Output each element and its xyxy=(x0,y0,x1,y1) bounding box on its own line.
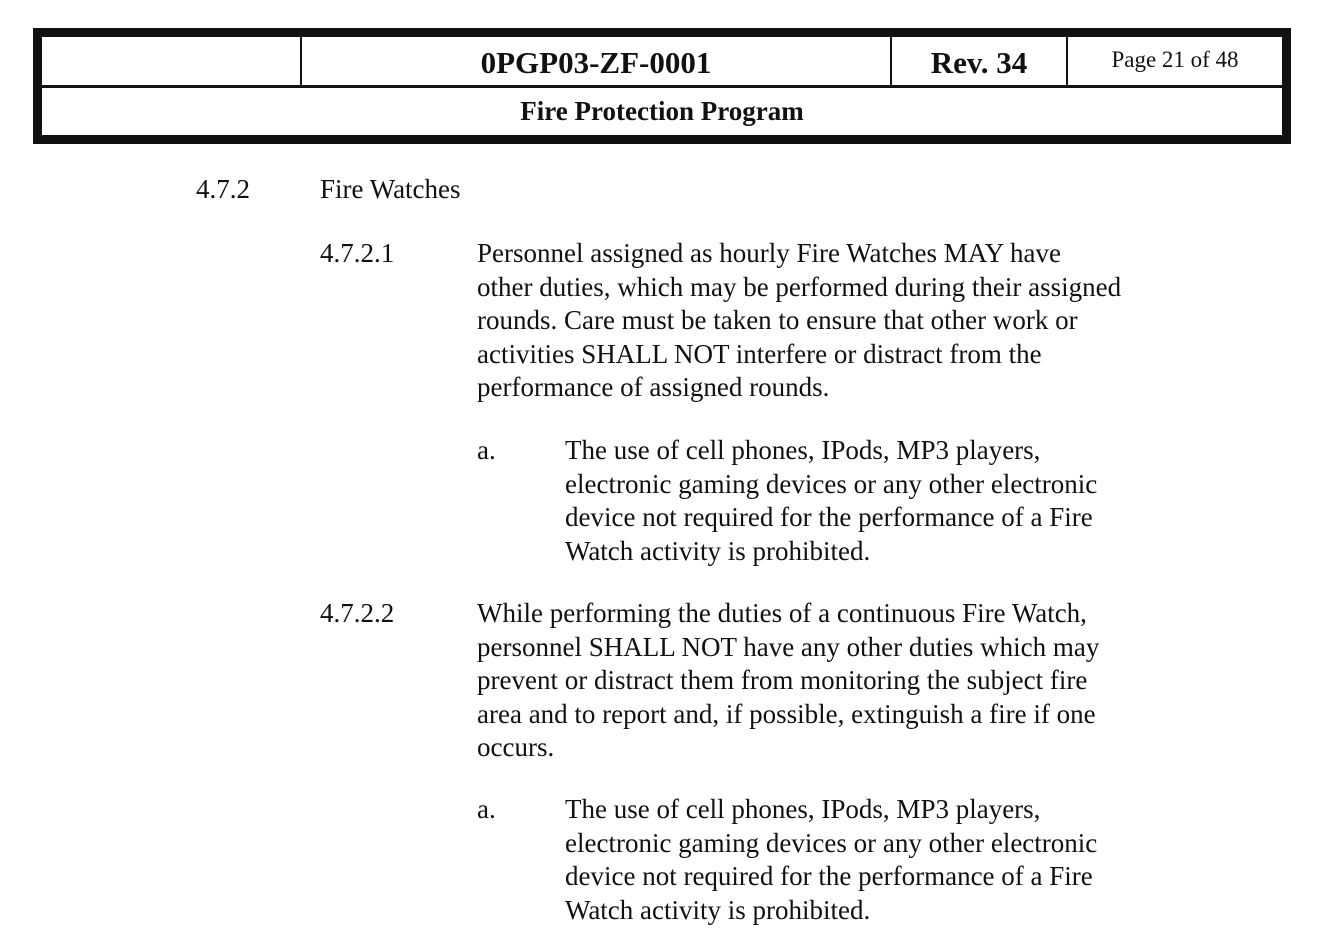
section-number: 4.7.2 xyxy=(196,174,250,204)
header-top-row xyxy=(42,37,1282,88)
item-number: 4.7.2.2 xyxy=(320,598,395,628)
document-title: Fire Protection Program xyxy=(520,96,804,126)
document-header xyxy=(33,28,1291,144)
sub-item-text-line: Watch activity is prohibited. xyxy=(565,894,871,925)
sub-item-text-line: electronic gaming devices or any other electronic xyxy=(565,827,1098,858)
page-number: Page 21 of 48 xyxy=(1066,37,1282,85)
item-text-line: rounds. Care must be taken to ensure that other work or xyxy=(477,305,1078,336)
sub-item-text-line: electronic gaming devices or any other electronic xyxy=(565,468,1098,499)
item-text-line: area and to report and, if possible, extinguish a fire if one xyxy=(477,698,1096,729)
header-blank-cell xyxy=(42,37,300,85)
sub-item-label: a. xyxy=(477,435,496,465)
sub-item-text-line: The use of cell phones, IPods, MP3 players, xyxy=(565,794,1041,824)
item-text-line: activities SHALL NOT interfere or distract from the xyxy=(477,338,1042,369)
item-text-line: other duties, which may be performed during their assigned xyxy=(477,271,1122,302)
item-text-line: occurs. xyxy=(477,732,555,763)
sub-item-text-line: device not required for the performance of a Fire xyxy=(565,502,1093,533)
item-text-line: prevent or distract them from monitoring the subject fire xyxy=(477,665,1088,696)
item-text-line: While performing the duties of a continuous Fire Watch, xyxy=(477,598,1087,628)
section-title: Fire Watches xyxy=(320,174,461,204)
sub-item-label: a. xyxy=(477,794,496,824)
sub-item-text-line: device not required for the performance of a Fire xyxy=(565,861,1093,892)
item-text-line: performance of assigned rounds. xyxy=(477,372,830,403)
sub-item-text-line: Watch activity is prohibited. xyxy=(565,535,871,566)
revision-number: Rev. 34 xyxy=(890,37,1066,85)
item-text-line: personnel SHALL NOT have any other duties which may xyxy=(477,631,1100,662)
sub-item-text-line: The use of cell phones, IPods, MP3 players, xyxy=(565,435,1041,465)
item-text-line: Personnel assigned as hourly Fire Watches MAY have xyxy=(477,238,1061,268)
document-number: 0PGP03-ZF-0001 xyxy=(300,37,890,85)
item-number: 4.7.2.1 xyxy=(320,238,395,268)
